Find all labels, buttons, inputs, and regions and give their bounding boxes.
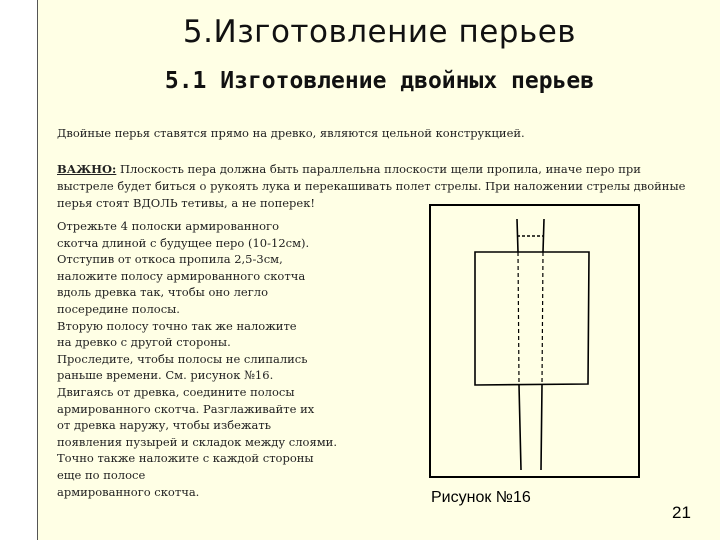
figure-caption: Рисунок №16 [431,489,531,506]
intro-paragraph: Двойные перья ставятся прямо на древко, являются цельной конструкцией. [57,126,525,140]
warning-label: ВАЖНО: [57,162,117,176]
feather-diagram [431,206,638,476]
fletching-square [475,252,589,385]
slide-subtitle: 5.1 Изготовление двойных перьев [164,68,595,94]
page-number: 21 [672,503,691,522]
slide [37,0,720,540]
figure-16 [429,204,640,478]
slide-title: 5.Изготовление перьев [182,14,577,50]
warning-text: Плоскость пера должна быть параллельна плоскости щели пропила, иначе перо при выстреле будет биться о рукоять лука и перекашивать полет стрелы. При наложении стрелы двойные перья стоят ВДОЛЬ тетивы, а не поперек! [57,162,686,210]
shaft-lower [519,385,542,470]
shaft-under-tape [518,252,543,384]
instructions-text: Отрежьте 4 полоски армированного скотча длиной с будущее перо (10-12см). Отступив от откоса пропила 2,5-3см, наложите полосу армированного скотча вдоль древка так, чтобы оно легло посередине полосы. Вторую полосу точно так же наложите на древко с другой стороны. Проследите, чтобы полосы не слипались раньше времени. См. рисунок №16. Двигаясь от древка, соедините полосы армированного скотча. Разглаживайте их от древка наружу, чтобы избежать появления пузырей и складок между слоями. Точно также наложите с каждой стороны еще по полосе армированного скотча. [57,219,337,499]
